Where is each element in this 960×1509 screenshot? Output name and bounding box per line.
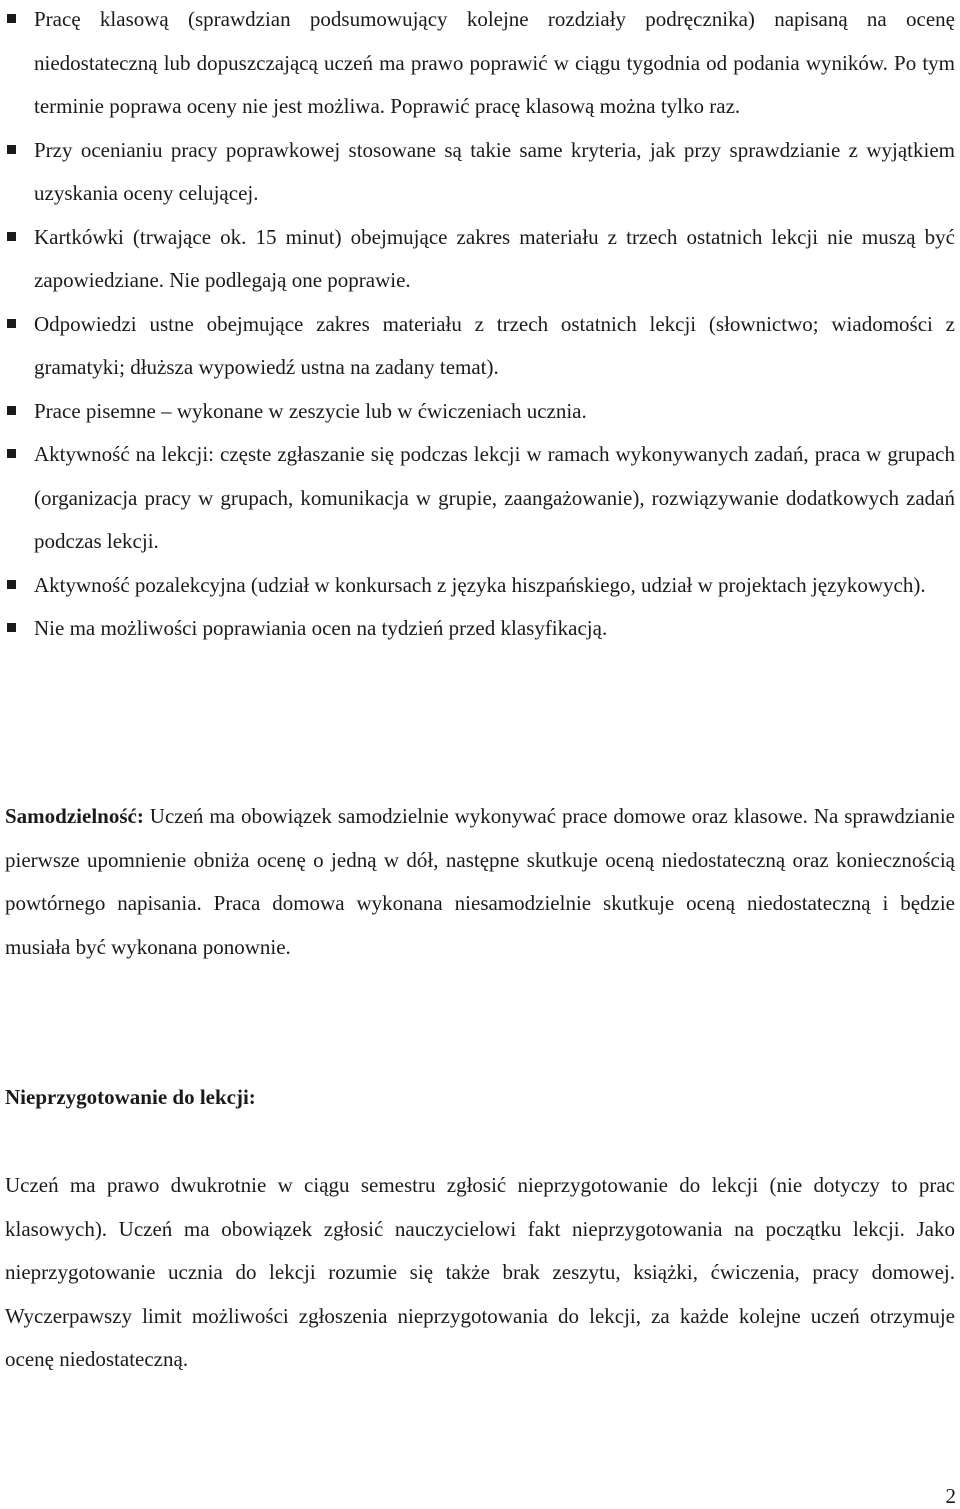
square-bullet-icon [7,319,16,328]
square-bullet-icon [7,449,16,458]
list-item [0,0,960,129]
square-bullet-icon [7,580,16,589]
list-item [0,607,960,651]
list-item-text: Pracę klasową (sprawdzian podsumowujący kolejne rozdziały podręcznika) napisaną na ocenę niedostateczną lub dopuszczającą uczeń ma prawo poprawić w ciągu tygodnia od podania wyników. Po tym terminie poprawa oceny nie jest możliwa. Poprawić pracę klasową można tylko raz. [34,7,955,118]
samodzielnosc-heading: Samodzielność: [5,804,144,828]
list-item-text: Nie ma możliwości poprawiania ocen na tydzień przed klasyfikacją. [34,616,608,640]
list-item-text: Aktywność pozalekcyjna (udział w konkursach z języka hiszpańskiego, udział w projektach językowych). [34,572,926,597]
page-number: 2 [945,1484,956,1508]
list-item [0,390,960,434]
square-bullet-icon [7,623,16,632]
list-item [0,433,960,564]
list-item-text: Kartkówki (trwające ok. 15 minut) obejmujące zakres materiału z trzech ostatnich lekcji nie muszą być zapowiedziane. Nie podlegają one poprawie. [34,224,955,292]
rules-list [0,0,960,651]
list-item [0,303,960,390]
list-item [0,564,960,608]
list-item-text: Prace pisemne – wykonane w zeszycie lub w ćwiczeniach ucznia. [34,398,587,423]
list-item [0,216,960,303]
square-bullet-icon [7,232,16,241]
square-bullet-icon [7,406,16,415]
list-item [0,129,960,216]
nieprzygotowanie-heading: Nieprzygotowanie do lekcji: [5,1085,256,1109]
samodzielnosc-text: Uczeń ma obowiązek samodzielnie wykonywać prace domowe oraz klasowe. Na sprawdzianie pierwsze upomnienie obniża ocenę o jedną w dół, następne skutkuje oceną niedostateczną oraz koniecznością powtórnego napisania. Praca domowa wykonana niesamodzielnie skutkuje oceną niedostateczną i będzie musiała być wykonana ponownie. [5,804,955,959]
square-bullet-icon [7,145,16,154]
square-bullet-icon [7,14,16,23]
list-item-text: Aktywność na lekcji: częste zgłaszanie się podczas lekcji w ramach wykonywanych zadań, praca w grupach (organizacja pracy w grupach, komunikacja w grupie, zaangażowanie), rozwiązywanie dodatkowych zadań podczas lekcji. [34,442,955,553]
samodzielnosc-paragraph [5,795,955,969]
list-item-text: Przy ocenianiu pracy poprawkowej stosowane są takie same kryteria, jak przy sprawdzianie z wyjątkiem uzyskania oceny celującej. [34,137,955,205]
list-item-text: Odpowiedzi ustne obejmujące zakres materiału z trzech ostatnich lekcji (słownictwo; wiadomości z gramatyki; dłuższa wypowiedź ustna na zadany temat). [34,311,955,379]
nieprzygotowanie-paragraph: Uczeń ma prawo dwukrotnie w ciągu semestru zgłosić nieprzygotowanie do lekcji (nie dotyczy to prac klasowych). Uczeń ma obowiązek zgłosić nauczycielowi fakt nieprzygotowania na początku lekcji. Jako nieprzygotowanie ucznia do lekcji rozumie się także brak zeszytu, książki, ćwiczenia, pracy domowej. Wyczerpawszy limit możliwości zgłoszenia nieprzygotowania do lekcji, za każde kolejne uczeń otrzymuje ocenę niedostateczną. [5,1173,955,1371]
